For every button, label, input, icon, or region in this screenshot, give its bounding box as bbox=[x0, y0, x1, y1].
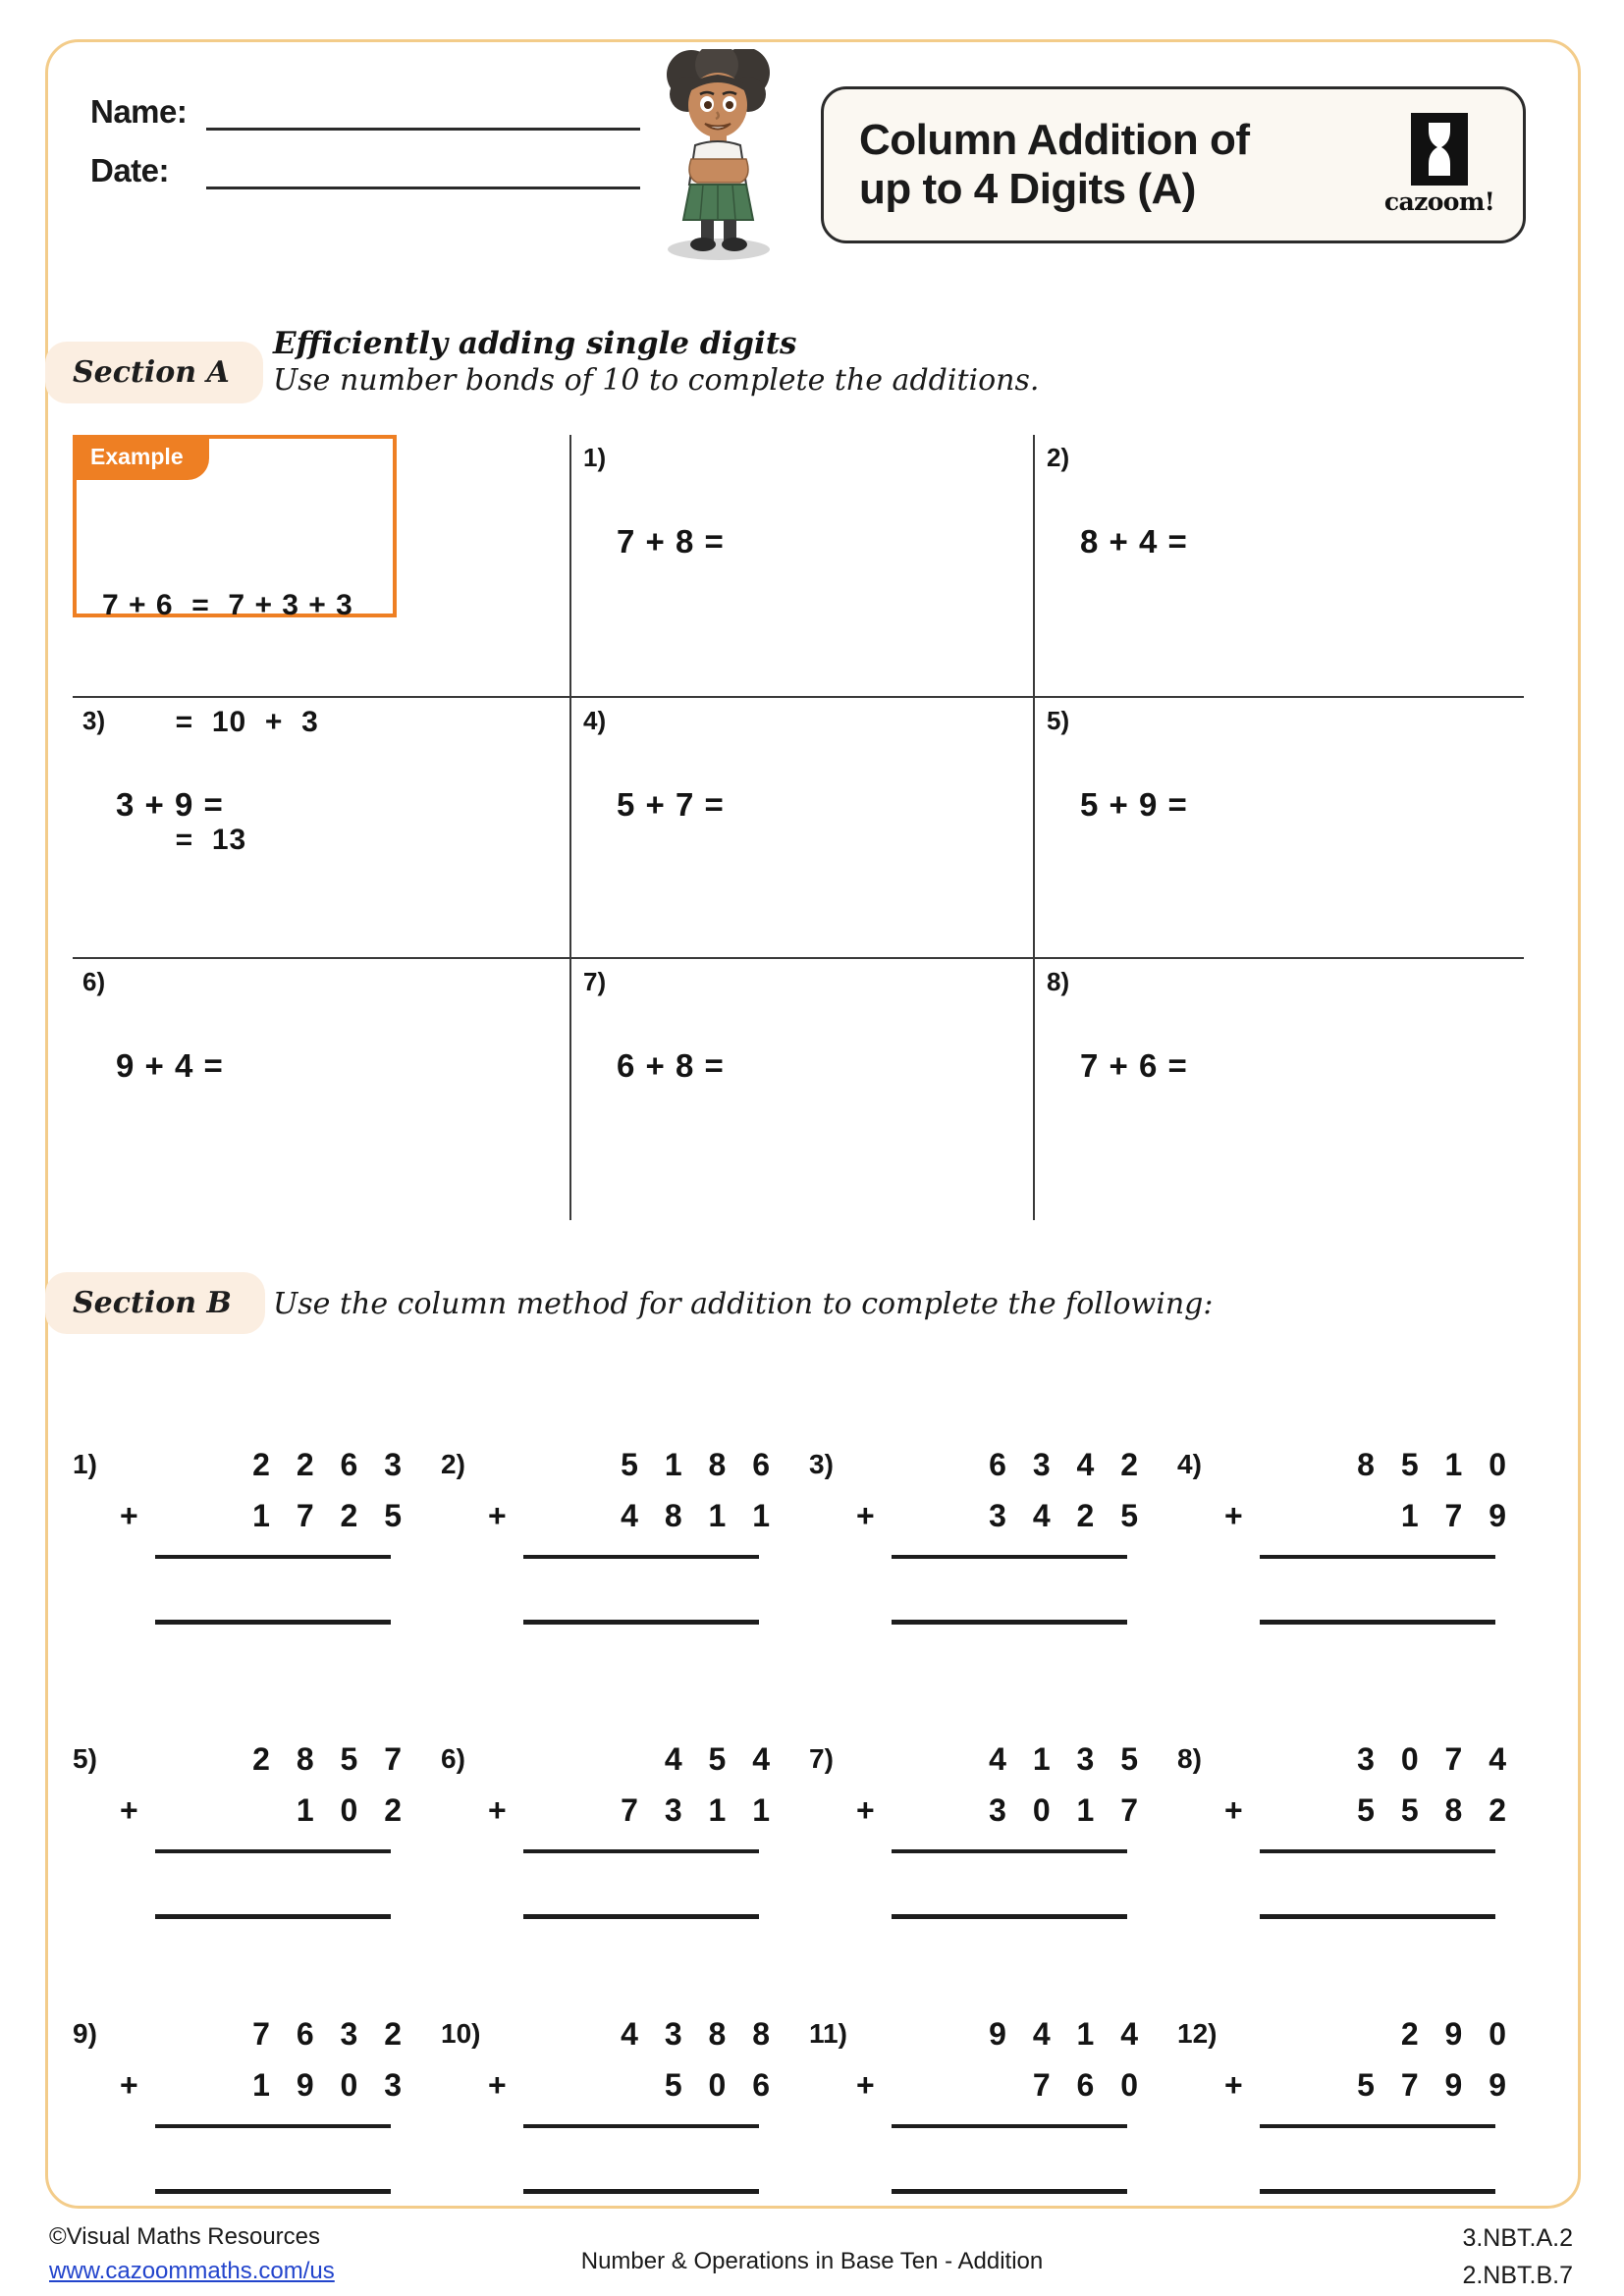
addend-bottom-row bbox=[120, 2067, 414, 2118]
addend-top-row bbox=[488, 1447, 783, 1498]
question-number: 5) bbox=[73, 1743, 97, 1774]
column-sum bbox=[1224, 2016, 1519, 2194]
section-a-header bbox=[45, 326, 1420, 403]
answer-space[interactable] bbox=[856, 1559, 1151, 1620]
answer-space[interactable] bbox=[120, 1559, 414, 1620]
plus-operator: + bbox=[488, 2067, 507, 2103]
addend-top: 6 3 4 2 bbox=[989, 1447, 1147, 1482]
addend-top: 5 1 8 6 bbox=[621, 1447, 779, 1482]
sum-rule-bottom bbox=[523, 1914, 759, 1919]
standard-1: 3.NBT.A.2 bbox=[1462, 2224, 1573, 2252]
sum-rule-bottom bbox=[892, 2189, 1127, 2194]
plus-operator: + bbox=[1224, 1792, 1243, 1828]
addend-top: 4 3 8 8 bbox=[621, 2016, 779, 2052]
addend-top-row bbox=[488, 1741, 783, 1792]
addend-top-row bbox=[1224, 1741, 1519, 1792]
addend-bottom-row bbox=[488, 1792, 783, 1843]
question-number: 6) bbox=[441, 1743, 465, 1774]
question-number: 9) bbox=[73, 2018, 97, 2049]
answer-space[interactable] bbox=[856, 2128, 1151, 2189]
question-expression: 9 + 4 = bbox=[116, 1047, 224, 1084]
question-number: 4) bbox=[1177, 1449, 1202, 1479]
addend-bottom: 5 5 8 2 bbox=[1357, 1792, 1515, 1828]
addend-top: 3 0 7 4 bbox=[1357, 1741, 1515, 1777]
plus-operator: + bbox=[488, 1498, 507, 1533]
worksheet-header bbox=[45, 39, 1581, 285]
sum-rule-bottom bbox=[1260, 1914, 1495, 1919]
answer-space[interactable] bbox=[1224, 2128, 1519, 2189]
question-number: 11) bbox=[809, 2018, 847, 2049]
section-a-pill: Section A bbox=[45, 342, 263, 403]
section-a-title: Efficiently adding single digits bbox=[273, 326, 797, 361]
column-sum bbox=[120, 1447, 414, 1625]
copyright-text: ©Visual Maths Resources bbox=[49, 2223, 321, 2250]
question-number: 2) bbox=[441, 1449, 465, 1479]
addend-bottom: 7 6 0 bbox=[1032, 2067, 1147, 2103]
sum-rule-bottom bbox=[523, 1620, 759, 1625]
question-number: 8) bbox=[1047, 967, 1070, 996]
question-number: 12) bbox=[1177, 2018, 1218, 2049]
section-b-text bbox=[273, 1286, 1213, 1323]
addend-bottom: 1 7 9 bbox=[1400, 1498, 1515, 1533]
footer-standards bbox=[1462, 2220, 1573, 2294]
question-number: 7) bbox=[583, 967, 607, 996]
section-a-question-4[interactable] bbox=[573, 698, 1033, 959]
addend-top-row bbox=[856, 1447, 1151, 1498]
title-line-1: Column Addition of bbox=[859, 115, 1250, 164]
plus-operator: + bbox=[856, 1498, 875, 1533]
column-sum bbox=[488, 1447, 783, 1625]
sum-rule-bottom bbox=[155, 1914, 391, 1919]
answer-space[interactable] bbox=[120, 1853, 414, 1914]
example-line-3: = 13 bbox=[102, 824, 247, 857]
example-line-2: = 10 + 3 bbox=[102, 706, 319, 739]
sum-rule-bottom bbox=[1260, 1620, 1495, 1625]
column-sum bbox=[1224, 1447, 1519, 1625]
answer-space[interactable] bbox=[488, 1559, 783, 1620]
section-b-subtitle: Use the column method for addition to complete the following: bbox=[273, 1287, 1214, 1321]
name-row bbox=[90, 93, 640, 131]
answer-space[interactable] bbox=[1224, 1559, 1519, 1620]
plus-operator: + bbox=[856, 1792, 875, 1828]
addend-top: 2 9 0 bbox=[1400, 2016, 1515, 2052]
answer-space[interactable] bbox=[1224, 1853, 1519, 1914]
addend-top: 2 2 6 3 bbox=[252, 1447, 410, 1482]
answer-space[interactable] bbox=[120, 2128, 414, 2189]
answer-space[interactable] bbox=[488, 1853, 783, 1914]
sum-rule-bottom bbox=[155, 2189, 391, 2194]
addend-bottom-row bbox=[488, 2067, 783, 2118]
question-number: 1) bbox=[73, 1449, 97, 1479]
addend-bottom: 5 0 6 bbox=[664, 2067, 779, 2103]
addend-top-row bbox=[856, 2016, 1151, 2067]
website-link[interactable]: www.cazoommaths.com/us bbox=[49, 2257, 335, 2284]
addend-bottom-row bbox=[120, 1498, 414, 1549]
plus-operator: + bbox=[120, 1498, 138, 1533]
cazoom-logo bbox=[1381, 113, 1497, 223]
addend-bottom-row bbox=[488, 1498, 783, 1549]
title-line-2: up to 4 Digits (A) bbox=[859, 165, 1196, 213]
sum-rule-bottom bbox=[523, 2189, 759, 2194]
column-sum bbox=[120, 1741, 414, 1919]
column-sum bbox=[120, 2016, 414, 2194]
standard-2: 2.NBT.B.7 bbox=[1462, 2261, 1573, 2289]
sum-rule-bottom bbox=[892, 1620, 1127, 1625]
addend-top: 4 1 3 5 bbox=[989, 1741, 1147, 1777]
section-a-grid bbox=[73, 435, 1524, 1220]
column-sum bbox=[488, 1741, 783, 1919]
question-number: 6) bbox=[82, 967, 106, 996]
question-number: 10) bbox=[441, 2018, 481, 2049]
question-number: 4) bbox=[583, 706, 607, 735]
addend-top: 7 6 3 2 bbox=[252, 2016, 410, 2052]
addend-top-row bbox=[120, 1741, 414, 1792]
addend-bottom: 3 0 1 7 bbox=[989, 1792, 1147, 1828]
addend-bottom-row bbox=[856, 1792, 1151, 1843]
hourglass-logo-icon bbox=[1411, 113, 1468, 186]
plus-operator: + bbox=[1224, 2067, 1243, 2103]
name-date-block bbox=[90, 93, 640, 211]
section-a-row-2 bbox=[73, 698, 1524, 959]
page-title bbox=[859, 116, 1380, 214]
section-a-subtitle: Use number bonds of 10 to complete the additions. bbox=[273, 363, 1040, 399]
column-sum bbox=[1224, 1741, 1519, 1919]
question-number: 5) bbox=[1047, 706, 1070, 735]
column-sum bbox=[856, 2016, 1151, 2194]
addend-bottom-row bbox=[1224, 1792, 1519, 1843]
sum-rule-bottom bbox=[155, 1620, 391, 1625]
question-expression: 7 + 8 = bbox=[617, 523, 725, 560]
section-b-pill: Section B bbox=[45, 1272, 265, 1334]
section-a-question-6[interactable] bbox=[73, 959, 569, 1220]
answer-space[interactable] bbox=[856, 1853, 1151, 1914]
plus-operator: + bbox=[1224, 1498, 1243, 1533]
addend-top: 9 4 1 4 bbox=[989, 2016, 1147, 2052]
question-expression: 6 + 8 = bbox=[617, 1047, 725, 1084]
addend-bottom: 1 7 2 5 bbox=[252, 1498, 410, 1533]
student-character-illustration bbox=[630, 49, 807, 260]
addend-top-row bbox=[1224, 2016, 1519, 2067]
addend-bottom: 1 0 2 bbox=[296, 1792, 410, 1828]
question-number: 7) bbox=[809, 1743, 834, 1774]
example-line-1: 7 + 6 = 7 + 3 + 3 bbox=[102, 588, 353, 621]
date-row bbox=[90, 152, 640, 189]
question-number: 3) bbox=[809, 1449, 834, 1479]
section-a-question-8[interactable] bbox=[1037, 959, 1524, 1220]
worksheet-title-box bbox=[821, 86, 1526, 243]
section-b-header bbox=[45, 1272, 1420, 1334]
addend-bottom-row bbox=[120, 1792, 414, 1843]
name-label: Name: bbox=[90, 93, 188, 130]
worksheet-footer bbox=[0, 2220, 1624, 2296]
addend-bottom-row bbox=[856, 2067, 1151, 2118]
section-a-question-3[interactable] bbox=[73, 698, 569, 959]
answer-space[interactable] bbox=[488, 2128, 783, 2189]
sum-rule-bottom bbox=[1260, 2189, 1495, 2194]
addend-bottom-row bbox=[1224, 2067, 1519, 2118]
date-input-line[interactable] bbox=[206, 160, 640, 189]
column-sum bbox=[856, 1741, 1151, 1919]
question-expression: 5 + 7 = bbox=[617, 786, 725, 823]
footer-topic: Number & Operations in Base Ten - Addition bbox=[580, 2248, 1044, 2274]
section-a-row-3 bbox=[73, 959, 1524, 1220]
addend-bottom-row bbox=[856, 1498, 1151, 1549]
section-a-question-2[interactable] bbox=[1037, 435, 1524, 696]
question-number: 1) bbox=[583, 443, 607, 472]
addend-top-row bbox=[856, 1741, 1151, 1792]
question-number: 3) bbox=[82, 706, 106, 735]
date-label: Date: bbox=[90, 152, 170, 188]
addend-top-row bbox=[488, 2016, 783, 2067]
addend-bottom: 7 3 1 1 bbox=[621, 1792, 779, 1828]
addend-bottom: 5 7 9 9 bbox=[1357, 2067, 1515, 2103]
addend-top: 8 5 1 0 bbox=[1357, 1447, 1515, 1482]
section-a-text bbox=[273, 326, 1039, 400]
name-input-line[interactable] bbox=[206, 101, 640, 131]
addend-bottom-row bbox=[1224, 1498, 1519, 1549]
section-a-question-7[interactable] bbox=[573, 959, 1033, 1220]
example-tag: Example bbox=[73, 435, 209, 480]
addend-bottom: 4 8 1 1 bbox=[621, 1498, 779, 1533]
question-expression: 3 + 9 = bbox=[116, 786, 224, 823]
addend-top: 4 5 4 bbox=[664, 1741, 779, 1777]
addend-bottom: 3 4 2 5 bbox=[989, 1498, 1147, 1533]
plus-operator: + bbox=[120, 2067, 138, 2103]
question-expression: 5 + 9 = bbox=[1080, 786, 1188, 823]
section-a-question-1[interactable] bbox=[573, 435, 1033, 696]
addend-top: 2 8 5 7 bbox=[252, 1741, 410, 1777]
question-expression: 7 + 6 = bbox=[1080, 1047, 1188, 1084]
question-expression: 8 + 4 = bbox=[1080, 523, 1188, 560]
addend-bottom: 1 9 0 3 bbox=[252, 2067, 410, 2103]
addend-top-row bbox=[120, 2016, 414, 2067]
question-number: 2) bbox=[1047, 443, 1070, 472]
plus-operator: + bbox=[120, 1792, 138, 1828]
addend-top-row bbox=[1224, 1447, 1519, 1498]
section-a-question-5[interactable] bbox=[1037, 698, 1524, 959]
plus-operator: + bbox=[488, 1792, 507, 1828]
sum-rule-bottom bbox=[892, 1914, 1127, 1919]
logo-wordmark: cazoom! bbox=[1383, 187, 1495, 216]
column-sum bbox=[856, 1447, 1151, 1625]
column-sum bbox=[488, 2016, 783, 2194]
question-number: 8) bbox=[1177, 1743, 1202, 1774]
addend-top-row bbox=[120, 1447, 414, 1498]
plus-operator: + bbox=[856, 2067, 875, 2103]
